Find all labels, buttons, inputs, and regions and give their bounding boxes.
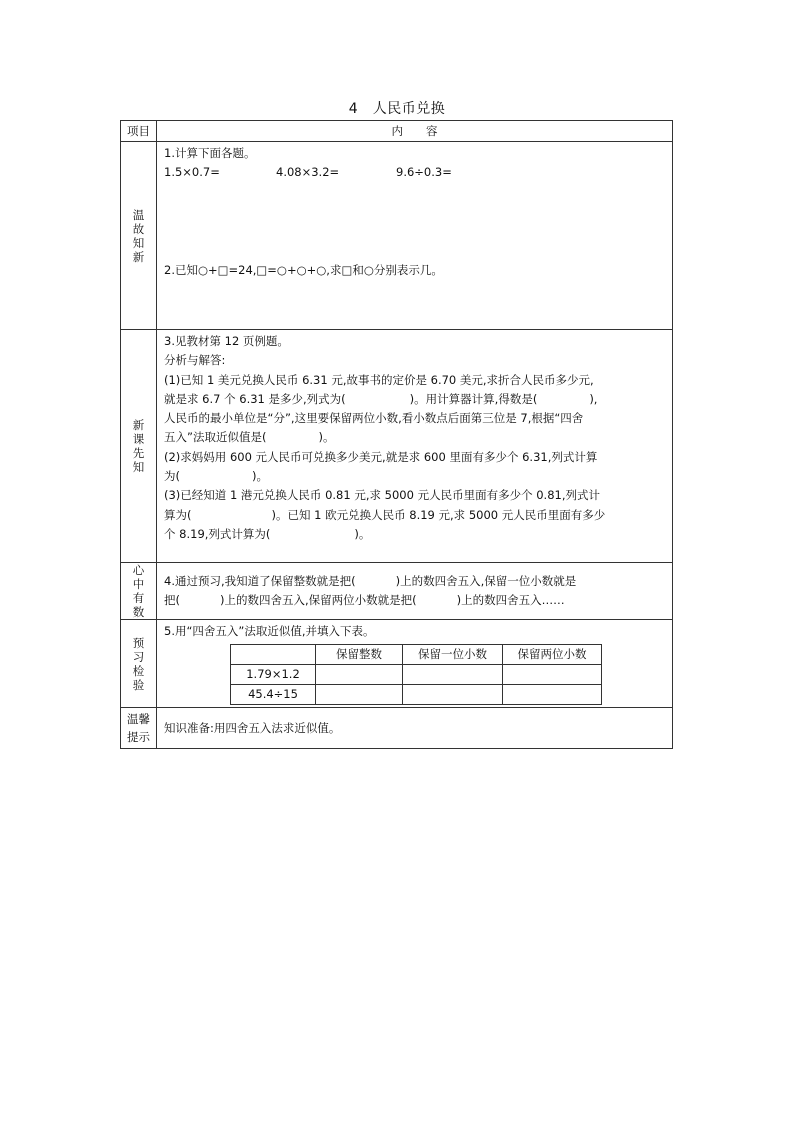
- preview-content: [157, 330, 673, 563]
- p1-line4-b: )。: [318, 430, 335, 445]
- q4-line2-b: )上的数四舍五入,保留两位小数就是把(: [220, 593, 417, 607]
- header-row: [121, 121, 673, 142]
- q1-item-3: 9.6÷0.3=: [396, 165, 452, 180]
- review-label: 温故知新: [132, 207, 145, 264]
- q4-line1-b: )上的数四舍五入,保留一位小数就是: [395, 573, 577, 588]
- check-label: 预习检验: [132, 635, 145, 692]
- review-content: [157, 142, 673, 330]
- heart-content: [157, 563, 673, 620]
- answer-cell[interactable]: [503, 685, 602, 705]
- check-row: [121, 620, 673, 708]
- tip-text: 知识准备:用四舍五入法求近似值。: [164, 720, 341, 735]
- q4-line2-c: )上的数四舍五入……: [456, 593, 565, 607]
- worksheet-table: [120, 120, 673, 749]
- preview-row: [121, 330, 673, 563]
- table-row: [231, 665, 602, 685]
- page-title: 4 人民币兑换: [348, 101, 446, 117]
- q4-line1: [164, 572, 664, 591]
- table-header-cell: 保留一位小数: [403, 645, 503, 665]
- preview-label-cell: [121, 330, 157, 563]
- preview-label: 新课先知: [132, 418, 145, 474]
- tip-label-cell: [121, 708, 157, 749]
- p3-line3-a: 个 8.19,列式计算为(: [164, 526, 271, 541]
- p2-line2-a: 为(: [164, 469, 180, 484]
- table-header-cell: 保留两位小数: [503, 645, 602, 665]
- check-label-cell: [121, 620, 157, 708]
- p1-line2-c: ),: [589, 391, 598, 406]
- tip-row: [121, 708, 673, 749]
- p3-line2-a: 算为(: [164, 507, 192, 522]
- p1-line2-a: 就是求 6.7 个 6.31 是多少,列式为(: [164, 391, 346, 406]
- answer-cell[interactable]: [316, 685, 403, 705]
- q4-line2-a: 把(: [164, 593, 180, 607]
- check-content: [157, 620, 673, 708]
- answer-cell[interactable]: [403, 665, 503, 685]
- header-content: 内 容: [157, 121, 673, 142]
- tip-label: 温馨提示: [127, 712, 150, 745]
- header-item: 项目: [121, 121, 157, 142]
- p2-line2-b: )。: [252, 469, 268, 484]
- table-cell: 1.79×1.2: [231, 665, 316, 685]
- q1-items: [164, 163, 664, 182]
- p1-line3: 人民币的最小单位是“分”,这里要保留两位小数,看小数点后面第三位是 7,根据“四舍: [164, 411, 584, 426]
- answer-cell[interactable]: [503, 665, 602, 685]
- q4-line2: [164, 591, 664, 610]
- q3-title: 3.见教材第 12 页例题。: [164, 334, 289, 348]
- p2-line1: (2)求妈妈用 600 元人民币可兑换多少美元,就是求 600 里面有多少个 6.31,列式计算: [164, 449, 598, 464]
- table-header-cell: [231, 645, 316, 665]
- q1-item-2: 4.08×3.2=: [276, 165, 340, 180]
- q1-item-1: 1.5×0.7=: [164, 165, 220, 180]
- q2: 2.已知○+□=24,□=○+○+○,求□和○分别表示几。: [164, 262, 443, 277]
- q5-title: 5.用“四舍五入”法取近似值,并填入下表。: [164, 624, 375, 638]
- analysis-label: 分析与解答:: [164, 353, 226, 368]
- q4-line1-a: 4.通过预习,我知道了保留整数就是把(: [164, 573, 356, 588]
- tip-content: [157, 708, 673, 749]
- p3-line1: (3)已经知道 1 港元兑换人民币 0.81 元,求 5000 元人民币里面有多少个 0.81,列式计: [164, 488, 600, 503]
- p1-line2-b: )。用计算器计算,得数是(: [409, 391, 538, 406]
- table-cell: 45.4÷15: [231, 685, 316, 705]
- p3-line2-b: )。已知 1 欧元兑换人民币 8.19 元,求 5000 元人民币里面有多少: [271, 507, 606, 522]
- table-header-cell: 保留整数: [316, 645, 403, 665]
- p1-line4-a: 五入”法取近似值是(: [164, 430, 267, 445]
- p1-line4: [164, 428, 664, 447]
- answer-cell[interactable]: [403, 685, 503, 705]
- approx-table-header: [231, 645, 602, 665]
- heart-label: 心中有数: [132, 563, 145, 619]
- p1-line1: (1)已知 1 美元兑换人民币 6.31 元,故事书的定价是 6.70 美元,求折合人民币多少元,: [164, 372, 594, 387]
- approx-table: [230, 644, 602, 705]
- p1-line2: [164, 390, 664, 409]
- heart-label-cell: [121, 563, 157, 620]
- p3-line3: [164, 525, 664, 544]
- review-label-cell: [121, 142, 157, 330]
- table-row: [231, 685, 602, 705]
- review-row: [121, 142, 673, 330]
- p3-line2: [164, 506, 664, 525]
- heart-row: [121, 563, 673, 620]
- p3-line3-b: )。: [354, 526, 371, 541]
- q1-title: 1.计算下面各题。: [164, 146, 256, 160]
- p2-line2: [164, 467, 664, 486]
- answer-cell[interactable]: [316, 665, 403, 685]
